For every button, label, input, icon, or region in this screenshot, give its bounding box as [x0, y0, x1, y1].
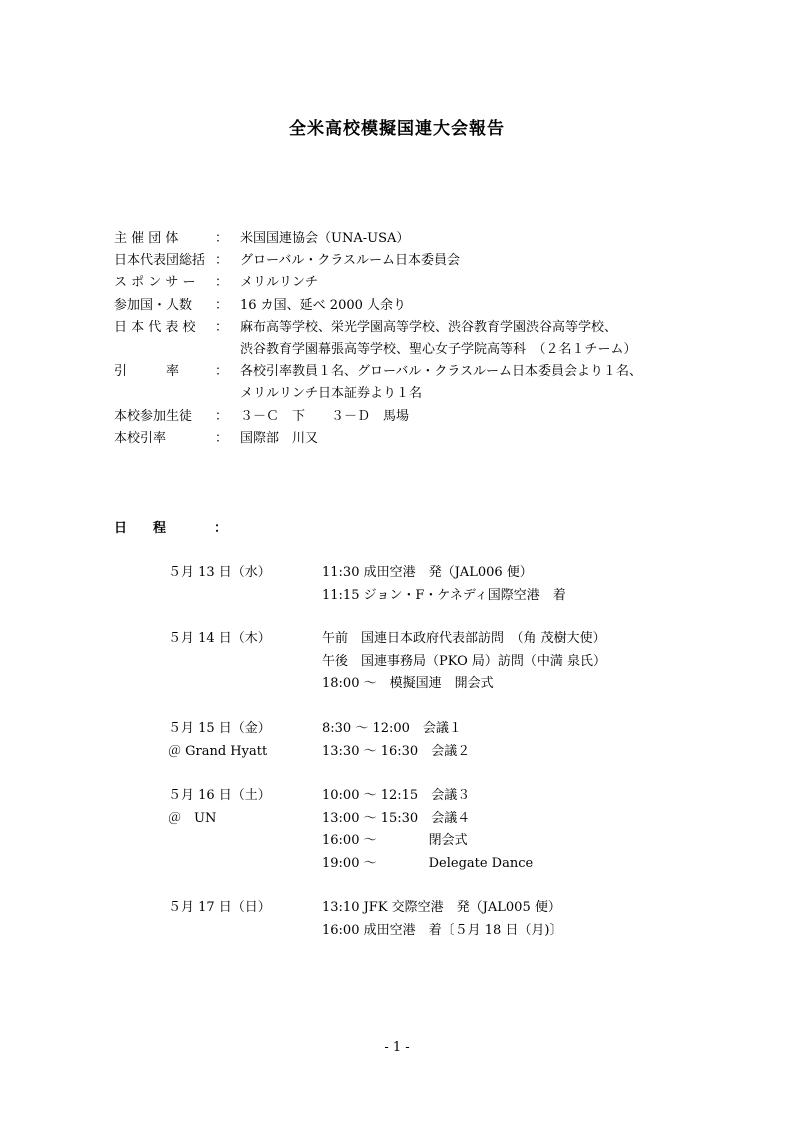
schedule-row	[168, 853, 728, 876]
info-value: 各校引率教員１名、グローバル・クラスルーム日本委員会より１名、	[240, 364, 642, 380]
schedule-date: ５月 17 日（日）	[168, 900, 271, 915]
schedule-row	[168, 673, 728, 696]
info-colon: ：	[215, 319, 229, 335]
info-row	[114, 406, 714, 428]
info-value: ３－Ｃ 下 ３－Ｄ 馬場	[240, 408, 410, 424]
schedule-venue: ＠ Grand Hyatt	[168, 743, 268, 759]
schedule-heading-colon: ：	[214, 521, 228, 536]
info-value: 米国国連協会（UNA-USA）	[240, 231, 410, 246]
info-colon: ：	[215, 297, 229, 313]
schedule-entry: 11:15 ジョン・F・ケネディ国際空港 着	[322, 587, 566, 603]
schedule-day-may-17	[168, 897, 728, 942]
schedule-entry: 13:10 JFK 交際空港 発（JAL005 便）	[322, 900, 561, 915]
schedule-row	[168, 897, 728, 920]
info-label: 本校参加生徒	[114, 408, 193, 424]
schedule-row	[168, 628, 728, 651]
schedule-date: ５月 16 日（土）	[168, 788, 271, 803]
info-label: 参加国・人数	[114, 297, 193, 313]
schedule-row	[168, 651, 728, 674]
info-value: 16 カ国、延べ 2000 人余り	[240, 297, 407, 313]
schedule-row	[168, 562, 728, 585]
schedule-date: ５月 13 日（水）	[168, 565, 271, 580]
info-row	[114, 317, 714, 339]
schedule-entry: 16:00 ～ 閉会式	[322, 833, 468, 849]
schedule-entry: 18:00 ～ 模擬国連 開会式	[322, 676, 494, 692]
info-value: メリルリンチ日本証券より１名	[240, 386, 423, 402]
schedule-date: ５月 14 日（木）	[168, 631, 271, 646]
schedule-row	[168, 741, 728, 764]
info-value: 麻布高等学校、栄光学園高等学校、渋谷教育学園渋谷高等学校、	[240, 319, 618, 335]
info-value: 渋谷教育学園幕張高等学校、聖心女子学院高等科 （２名１チーム）	[240, 341, 637, 357]
info-label: 日本代表団総括	[114, 253, 206, 269]
schedule-row	[168, 785, 728, 808]
schedule-entry: 11:30 成田空港 発（JAL006 便）	[322, 565, 533, 580]
schedule-heading-label: 日 程	[114, 521, 167, 536]
document-title: 全米高校模擬国連大会報告	[289, 119, 505, 139]
info-row	[114, 383, 714, 405]
info-row	[114, 428, 714, 450]
info-row	[114, 361, 714, 383]
info-row	[114, 228, 714, 250]
schedule-heading	[114, 517, 228, 536]
event-info	[114, 228, 714, 450]
info-label: 日 本 代 表 校	[114, 319, 196, 335]
schedule-entry: 16:00 成田空港 着〔５月 18 日（月)〕	[322, 922, 563, 938]
info-value: メリルリンチ	[240, 275, 319, 291]
info-colon: ：	[215, 253, 229, 269]
info-colon: ：	[215, 408, 229, 424]
schedule-entry: 10:00 ～ 12:15 会議３	[322, 788, 471, 803]
schedule-day-may-13	[168, 562, 728, 607]
page-number: - 1 -	[384, 1040, 410, 1055]
schedule-entry: 19:00 ～ Delegate Dance	[322, 856, 534, 872]
info-label: 主 催 団 体	[114, 231, 179, 246]
info-colon: ：	[215, 364, 229, 380]
info-label: ス ポ ン サ ー	[114, 275, 196, 291]
schedule-date: ５月 15 日（金）	[168, 721, 271, 736]
schedule-row	[168, 830, 728, 853]
schedule-entry: 13:30 ～ 16:30 会議２	[322, 743, 471, 759]
schedule-row	[168, 920, 728, 943]
schedule-entry: 午後 国連事務局（PKO 局）訪問（中満 泉氏）	[322, 653, 607, 669]
schedule-row	[168, 585, 728, 608]
schedule-day-may-14	[168, 628, 728, 696]
info-value: グローバル・クラスルーム日本委員会	[240, 253, 460, 269]
info-row	[114, 250, 714, 272]
schedule-row	[168, 808, 728, 831]
info-label: 本校引率	[114, 430, 167, 446]
schedule-day-may-16	[168, 785, 728, 876]
schedule-venue: ＠ UN	[168, 810, 217, 826]
schedule-entry: 午前 国連日本政府代表部訪問 （角 茂樹大使）	[322, 631, 606, 646]
schedule-row	[168, 718, 728, 741]
schedule-entry: 8:30 ～ 12:00 会議１	[322, 721, 462, 736]
info-colon: ：	[215, 430, 229, 446]
info-row	[114, 272, 714, 294]
info-colon: ：	[215, 275, 229, 291]
info-colon: ：	[215, 231, 229, 246]
schedule-day-may-15	[168, 718, 728, 763]
info-label: 引 率	[114, 364, 180, 380]
schedule-entry: 13:00 ～ 15:30 会議４	[322, 810, 471, 826]
info-row	[114, 339, 714, 361]
info-value: 国際部 川又	[240, 430, 319, 446]
info-row	[114, 295, 714, 317]
